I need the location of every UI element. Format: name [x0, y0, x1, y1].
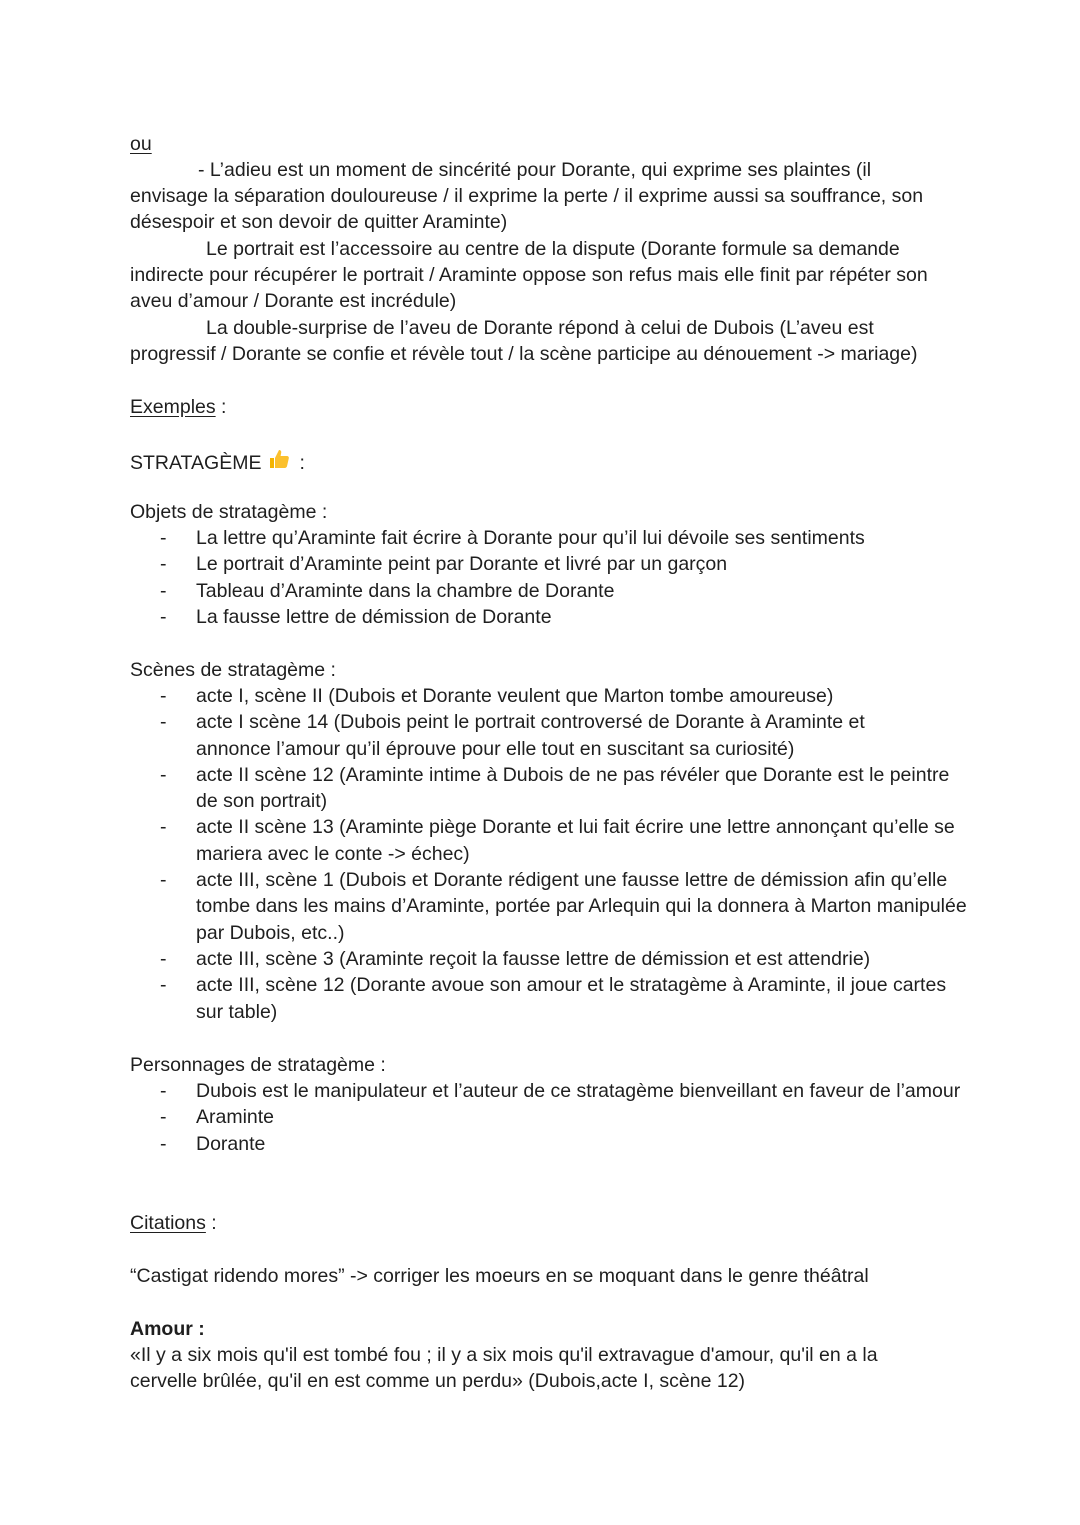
stratageme-label: STRATAGÈME [130, 452, 262, 474]
list-item [130, 551, 960, 577]
stratageme-suffix: : [299, 452, 305, 474]
dash-bullet: - [160, 553, 167, 576]
dash-bullet: - [160, 527, 167, 549]
list-item-text: acte III, scène 1 (Dubois et Dorante rédigent une fausse lettre de démission afin qu’elle tombe dans les mains d’Araminte, portée par Arlequin qui la donnera à Marton manipulée par Dubois, etc..) [196, 869, 967, 944]
dash-bullet: - [160, 605, 167, 628]
dash-bullet: - [160, 711, 167, 734]
exemples-label: Exemples [130, 396, 216, 418]
paragraph-portrait-line-3: aveu d’amour / Dorante est incrédule) [130, 290, 457, 312]
citations-suffix: : [205, 1212, 217, 1234]
list-item [130, 1078, 981, 1104]
amour-quote-line-2: cervelle brûlée, qu'il en est comme un perdu» (Dubois,acte I, scène 12) [130, 1370, 746, 1392]
objets-list [130, 525, 960, 630]
dash-bullet: - [160, 1106, 167, 1129]
stratageme-heading [130, 447, 305, 478]
list-item-text: acte III, scène 3 (Araminte reçoit la fausse lettre de démission et est attendrie) [196, 947, 871, 970]
citations-label: Citations [130, 1212, 206, 1234]
castigat-quote: “Castigat ridendo mores” -> corriger les moeurs en se moquant dans le genre théâtral [130, 1265, 869, 1287]
paragraph-adieu-line-3: désespoir et son devoir de quitter Araminte) [130, 211, 508, 233]
dash-bullet: - [160, 947, 167, 970]
citations-heading [130, 1210, 217, 1236]
dash-bullet: - [160, 1132, 167, 1155]
exemples-suffix: : [215, 396, 227, 418]
dash-bullet: - [160, 763, 167, 786]
list-item [130, 578, 960, 604]
paragraph-portrait-line-2: indirecte pour récupérer le portrait / Araminte oppose son refus mais elle finit par répéter son [130, 264, 928, 286]
list-item [130, 972, 976, 1025]
objets-heading: Objets de stratagème : [130, 501, 328, 523]
dash-bullet: - [160, 579, 167, 602]
list-item [130, 604, 960, 630]
list-item [130, 709, 896, 762]
list-item-text: acte II scène 13 (Araminte piège Dorante et lui fait écrire une lettre annonçant qu’elle se mariera avec le conte -> échec) [196, 816, 955, 865]
list-item-text: Araminte [196, 1106, 275, 1129]
list-item-text: Dubois est le manipulateur et l’auteur de ce stratagème bienveillant en faveur de l’amour [196, 1080, 961, 1102]
list-item-text: acte III, scène 12 (Dorante avoue son amour et le stratagème à Araminte, il joue cartes sur table) [196, 974, 947, 1023]
list-item-text: acte I scène 14 (Dubois peint le portrait controversé de Dorante à Araminte et annonce l’amour qu’il éprouve pour elle tout en suscitant sa curiosité) [196, 711, 865, 760]
amour-quote-line-1: «Il y a six mois qu'il est tombé fou ; il y a six mois qu'il extravague d'amour, qu'il en a la [130, 1344, 878, 1366]
list-item-text: acte I, scène II (Dubois et Dorante veulent que Marton tombe amoureuse) [196, 685, 834, 707]
thumbs-up-icon [267, 447, 291, 478]
list-item-text: Le portrait d’Araminte peint par Dorante et livré par un garçon [196, 553, 728, 576]
dash-bullet: - [160, 685, 167, 707]
list-item [130, 683, 960, 709]
paragraph-surprise-line-1: La double-surprise de l’aveu de Dorante répond à celui de Dubois (L’aveu est [206, 317, 874, 339]
paragraph-adieu-line-2: envisage la séparation douloureuse / il exprime la perte / il exprime aussi sa souffrance, son [130, 185, 924, 207]
paragraph-adieu-line-1: - L’adieu est un moment de sincérité pour Dorante, qui exprime ses plaintes (il [198, 159, 872, 181]
personnages-list [130, 1078, 960, 1157]
dash-bullet: - [160, 1080, 167, 1102]
list-item [130, 1131, 960, 1157]
list-item [130, 946, 960, 972]
exemples-heading [130, 394, 226, 420]
list-item-text: Tableau d’Araminte dans la chambre de Dorante [196, 579, 615, 602]
list-item-text: acte II scène 12 (Araminte intime à Dubois de ne pas révéler que Dorante est le peintre de son portrait) [196, 763, 950, 813]
list-item [130, 525, 960, 551]
list-item-text: Dorante [196, 1132, 266, 1155]
list-item [130, 762, 971, 815]
list-item-text: La fausse lettre de démission de Dorante [196, 605, 552, 628]
list-item [130, 1104, 960, 1130]
scenes-list [130, 683, 967, 1025]
scenes-heading: Scènes de stratagème : [130, 659, 336, 681]
dash-bullet: - [160, 869, 167, 892]
ou-text: ou [130, 133, 152, 155]
dash-bullet: - [160, 816, 167, 839]
list-item [130, 867, 971, 946]
amour-heading: Amour : [130, 1318, 205, 1340]
paragraph-portrait-line-1: Le portrait est l’accessoire au centre de la dispute (Dorante formule sa demande [206, 238, 900, 260]
personnages-heading: Personnages de stratagème : [130, 1054, 386, 1076]
paragraph-surprise-line-2: progressif / Dorante se confie et révèle tout / la scène participe au dénouement -> mariage) [130, 343, 918, 365]
dash-bullet: - [160, 974, 167, 997]
list-item [130, 814, 1026, 867]
list-item-text: La lettre qu’Araminte fait écrire à Dorante pour qu’il lui dévoile ses sentiments [196, 527, 865, 549]
